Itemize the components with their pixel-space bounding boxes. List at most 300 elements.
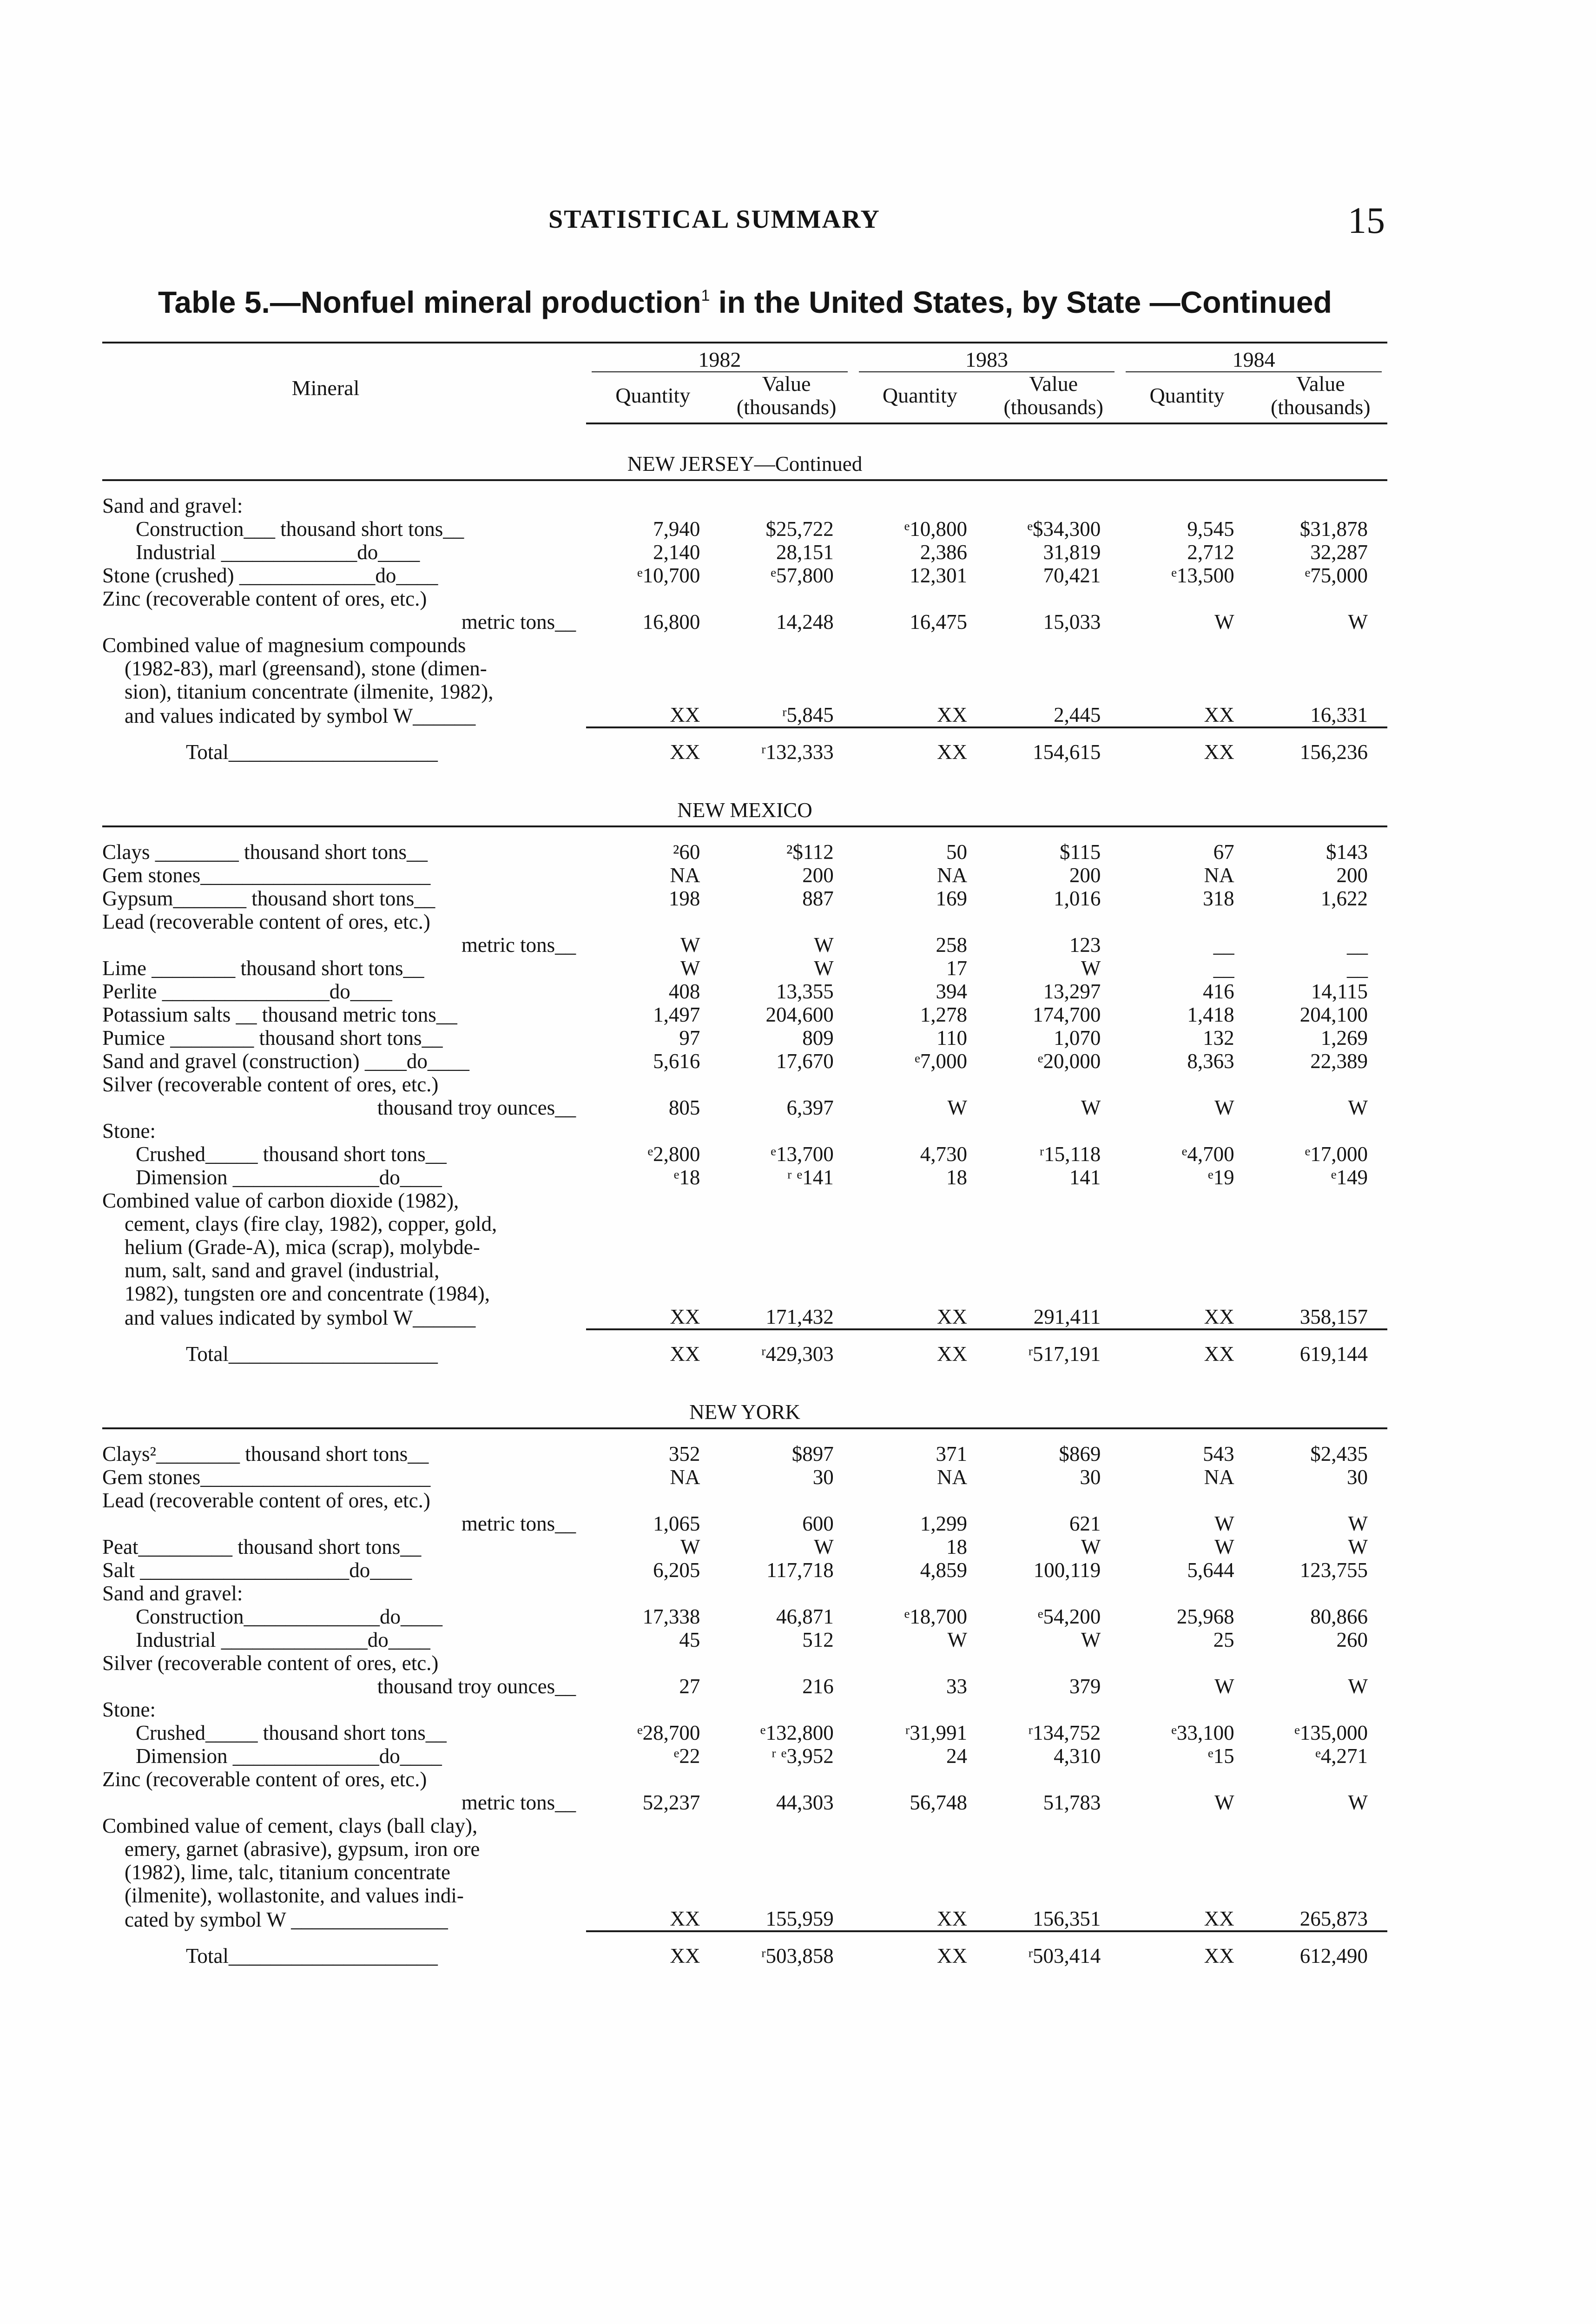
- total-quantity-cell: XX: [1204, 740, 1234, 764]
- quantity-cell: [586, 1235, 719, 1259]
- table-row: [102, 1189, 1387, 1212]
- quantity-cell: 50: [946, 840, 968, 864]
- value-cell: 600: [802, 1512, 834, 1535]
- quantity-cell: XX: [670, 703, 700, 726]
- quantity-cell: [1120, 657, 1253, 680]
- quantity-cell: [853, 1884, 987, 1907]
- table-row: [102, 517, 1387, 541]
- table-row: [102, 1907, 1387, 1931]
- quantity-cell: [1120, 680, 1253, 703]
- value-cell: [1254, 1814, 1387, 1837]
- value-cell: 14,248: [776, 610, 834, 634]
- quantity-cell: W: [680, 957, 700, 980]
- value-cell: __: [1347, 933, 1368, 957]
- value-cell: 512: [802, 1628, 834, 1651]
- quantity-cell: ᵉ10,700: [637, 564, 700, 587]
- state-heading: NEW MEXICO: [102, 773, 1387, 826]
- value-header: [1254, 372, 1387, 423]
- table-row: [102, 1744, 1387, 1768]
- value-cell: [987, 1651, 1120, 1675]
- quantity-cell: [853, 1282, 987, 1305]
- value-cell: ᵉ4,271: [1315, 1744, 1368, 1768]
- value-cell: [719, 494, 853, 517]
- quantity-cell: [853, 1651, 987, 1675]
- value-cell: 32,287: [1310, 541, 1368, 564]
- quantity-cell: 352: [668, 1442, 700, 1466]
- total-value-cell: 619,144: [1299, 1342, 1368, 1366]
- table-row: [102, 1605, 1387, 1628]
- value-cell: [1254, 1259, 1387, 1282]
- value-cell: 14,115: [1311, 980, 1368, 1003]
- value-cell: ᵉ20,000: [1038, 1050, 1101, 1073]
- quantity-cell: [586, 1489, 719, 1512]
- quantity-cell: [1120, 634, 1253, 657]
- quantity-cell: 805: [668, 1096, 700, 1119]
- value-cell: [719, 1212, 853, 1235]
- mineral-label: (ilmenite), wollastonite, and values indi-: [125, 1884, 464, 1907]
- quantity-cell: [1120, 1698, 1253, 1721]
- quantity-cell: [586, 1212, 719, 1235]
- quantity-cell: [853, 1768, 987, 1791]
- mineral-label: Dimension ______________do____: [136, 1744, 442, 1768]
- table-row: [102, 933, 1387, 957]
- quantity-cell: 67: [1213, 840, 1234, 864]
- quantity-cell: 52,237: [642, 1791, 700, 1814]
- value-cell: [1254, 1698, 1387, 1721]
- quantity-cell: NA: [670, 864, 700, 887]
- value-cell: [1254, 1489, 1387, 1512]
- value-cell: W: [1348, 1675, 1368, 1698]
- value-cell: [987, 1282, 1120, 1305]
- mineral-label: Peat_________ thousand short tons__: [102, 1535, 422, 1558]
- mineral-label: helium (Grade-A), mica (scrap), molybde-: [125, 1235, 480, 1259]
- quantity-cell: 97: [679, 1026, 700, 1050]
- value-label: Value: [762, 372, 811, 396]
- mineral-label: Combined value of magnesium compounds: [102, 634, 466, 657]
- value-cell: [987, 1814, 1120, 1837]
- quantity-cell: [1120, 910, 1253, 933]
- value-cell: ᵉ75,000: [1305, 564, 1368, 587]
- year-header-1984: [1120, 343, 1387, 372]
- quantity-cell: 18: [946, 1166, 968, 1189]
- value-cell: [987, 1235, 1120, 1259]
- total-quantity-cell: XX: [1204, 1944, 1234, 1967]
- value-cell: 171,432: [765, 1305, 834, 1328]
- value-cell: [1254, 634, 1387, 657]
- total-quantity-cell: XX: [937, 740, 968, 764]
- mineral-label: Pumice ________ thousand short tons__: [102, 1026, 443, 1050]
- year-label: 1984: [1126, 343, 1382, 372]
- value-cell: [1254, 1651, 1387, 1675]
- value-label: Value: [1296, 372, 1345, 396]
- value-cell: W: [1348, 610, 1368, 634]
- table-row: [102, 1166, 1387, 1189]
- value-cell: 13,297: [1043, 980, 1101, 1003]
- value-cell: [987, 1073, 1120, 1096]
- quantity-cell: 5,644: [1187, 1558, 1234, 1582]
- value-cell: [719, 1814, 853, 1837]
- quantity-cell: [586, 1259, 719, 1282]
- table-row: [102, 1721, 1387, 1744]
- table-row: [102, 1651, 1387, 1675]
- mineral-label: Lead (recoverable content of ores, etc.): [102, 1489, 430, 1512]
- quantity-cell: 6,205: [653, 1558, 700, 1582]
- quantity-cell: 132: [1203, 1026, 1234, 1050]
- value-cell: 46,871: [776, 1605, 834, 1628]
- table-row: [102, 1791, 1387, 1814]
- total-row: [102, 728, 1387, 773]
- value-cell: 1,622: [1320, 887, 1368, 910]
- total-value-cell: 156,236: [1299, 740, 1368, 764]
- quantity-cell: [1120, 1189, 1253, 1212]
- quantity-cell: [586, 634, 719, 657]
- value-cell: [719, 1837, 853, 1861]
- value-cell: 15,033: [1043, 610, 1101, 634]
- value-cell: ᵉ149: [1331, 1166, 1368, 1189]
- value-cell: 155,959: [765, 1907, 834, 1930]
- quantity-cell: W: [680, 1535, 700, 1558]
- value-cell: ᵉ$34,300: [1027, 517, 1101, 541]
- quantity-cell: W: [1214, 1096, 1234, 1119]
- mineral-label: Industrial ______________do____: [136, 1628, 430, 1651]
- quantity-cell: [586, 1884, 719, 1907]
- table-title-footnote: 1: [701, 287, 710, 304]
- state-heading: NEW YORK: [102, 1375, 1387, 1428]
- mineral-label: Lime ________ thousand short tons__: [102, 957, 424, 980]
- table-row: [102, 1096, 1387, 1119]
- value-cell: [1254, 1582, 1387, 1605]
- quantity-cell: 258: [936, 933, 968, 957]
- value-cell: ʳ5,845: [782, 703, 834, 726]
- value-cell: ᵉ57,800: [771, 564, 834, 587]
- quantity-cell: XX: [1204, 703, 1234, 726]
- quantity-cell: [586, 1582, 719, 1605]
- value-cell: 123,755: [1299, 1558, 1368, 1582]
- value-cell: 30: [1080, 1466, 1101, 1489]
- quantity-cell: [586, 1698, 719, 1721]
- table-body: [102, 423, 1387, 1977]
- quantity-cell: 169: [936, 887, 968, 910]
- total-label: Total____________________: [186, 1944, 438, 1967]
- mineral-label: Combined value of carbon dioxide (1982),: [102, 1189, 459, 1212]
- value-cell: 291,411: [1033, 1305, 1101, 1328]
- quantity-label: Quantity: [882, 383, 957, 407]
- table-row: [102, 1628, 1387, 1651]
- value-cell: [1254, 680, 1387, 703]
- total-label: Total____________________: [186, 1342, 438, 1366]
- value-cell: 22,389: [1310, 1050, 1368, 1073]
- value-cell: 123: [1069, 933, 1101, 957]
- quantity-cell: [853, 634, 987, 657]
- quantity-cell: [853, 1212, 987, 1235]
- quantity-cell: ᵉ2,800: [647, 1142, 700, 1166]
- quantity-cell: NA: [937, 1466, 968, 1489]
- quantity-cell: XX: [670, 1907, 700, 1930]
- value-cell: [719, 634, 853, 657]
- value-cell: [719, 1282, 853, 1305]
- quantity-cell: 17,338: [642, 1605, 700, 1628]
- value-cell: 200: [802, 864, 834, 887]
- mineral-label: Stone (crushed) _____________do____: [102, 564, 438, 587]
- quantity-cell: [586, 1282, 719, 1305]
- mineral-label: Silver (recoverable content of ores, etc.): [102, 1073, 439, 1096]
- value-cell: ʳ15,118: [1039, 1142, 1101, 1166]
- mineral-label: Industrial _____________do____: [136, 541, 420, 564]
- mineral-label: metric tons__: [461, 1512, 576, 1535]
- mineral-label: and values indicated by symbol W______: [125, 704, 476, 727]
- quantity-cell: 33: [946, 1675, 968, 1698]
- value-cell: 156,351: [1033, 1907, 1101, 1930]
- value-cell: $25,722: [765, 517, 834, 541]
- value-cell: 809: [802, 1026, 834, 1050]
- mineral-label: Crushed_____ thousand short tons__: [136, 1721, 447, 1744]
- value-cell: [1254, 1189, 1387, 1212]
- quantity-cell: [853, 1119, 987, 1142]
- quantity-cell: [1120, 1814, 1253, 1837]
- value-cell: [719, 1189, 853, 1212]
- mineral-label: emery, garnet (abrasive), gypsum, iron ore: [125, 1837, 480, 1861]
- mineral-label: metric tons__: [461, 1791, 576, 1814]
- mineral-label: Perlite ________________do____: [102, 980, 392, 1003]
- value-unit-label: (thousands): [736, 395, 837, 419]
- table-row: [102, 564, 1387, 587]
- mineral-label: cement, clays (fire clay, 1982), copper, gold,: [125, 1212, 497, 1235]
- value-cell: [987, 1768, 1120, 1791]
- table-row: [102, 1212, 1387, 1235]
- value-cell: 117,718: [766, 1558, 834, 1582]
- table-row: [102, 1558, 1387, 1582]
- quantity-cell: [1120, 1884, 1253, 1907]
- value-cell: ᵉ54,200: [1038, 1605, 1101, 1628]
- value-cell: [987, 1259, 1120, 1282]
- total-value-cell: ʳ503,858: [761, 1944, 834, 1967]
- mineral-label: Clays ________ thousand short tons__: [102, 840, 428, 864]
- quantity-cell: [853, 1189, 987, 1212]
- value-cell: [719, 1698, 853, 1721]
- value-cell: [719, 1073, 853, 1096]
- quantity-cell: [586, 1189, 719, 1212]
- value-cell: [987, 634, 1120, 657]
- year-header-1983: [853, 343, 1121, 372]
- total-value-cell: 612,490: [1299, 1944, 1368, 1967]
- table-row: [102, 864, 1387, 887]
- table-title-text: Table 5.—Nonfuel mineral production: [158, 285, 701, 319]
- value-cell: [719, 680, 853, 703]
- quantity-cell: [1120, 1768, 1253, 1791]
- value-cell: 4,310: [1054, 1744, 1101, 1768]
- quantity-cell: [1120, 1582, 1253, 1605]
- total-quantity-cell: XX: [937, 1342, 968, 1366]
- quantity-cell: 1,278: [920, 1003, 968, 1026]
- quantity-cell: ᵉ33,100: [1171, 1721, 1234, 1744]
- quantity-cell: 25: [1213, 1628, 1234, 1651]
- quantity-cell: 408: [668, 980, 700, 1003]
- year-label: 1983: [859, 343, 1115, 372]
- quantity-cell: [1120, 1073, 1253, 1096]
- table-row: [102, 703, 1387, 727]
- table-title-suffix: in the United States, by State —Continued: [710, 285, 1332, 319]
- value-cell: [719, 1259, 853, 1282]
- value-label: Value: [1029, 372, 1078, 396]
- value-cell: W: [1081, 1535, 1101, 1558]
- value-cell: [1254, 1235, 1387, 1259]
- quantity-cell: W: [1214, 610, 1234, 634]
- value-cell: 100,119: [1033, 1558, 1101, 1582]
- quantity-cell: NA: [1204, 864, 1234, 887]
- quantity-cell: 1,065: [653, 1512, 700, 1535]
- mineral-label: Stone:: [102, 1119, 156, 1142]
- running-title: STATISTICAL SUMMARY: [548, 205, 880, 234]
- value-cell: [987, 1212, 1120, 1235]
- quantity-cell: 9,545: [1187, 517, 1234, 541]
- value-cell: 621: [1069, 1512, 1101, 1535]
- table-row: [102, 1305, 1387, 1329]
- value-cell: 887: [802, 887, 834, 910]
- value-cell: W: [1348, 1791, 1368, 1814]
- value-cell: [1254, 587, 1387, 610]
- value-cell: [987, 680, 1120, 703]
- quantity-cell: ᵉ10,800: [904, 517, 968, 541]
- quantity-cell: [586, 1073, 719, 1096]
- table-row: [102, 1282, 1387, 1305]
- quantity-cell: XX: [937, 703, 968, 726]
- mineral-label: thousand troy ounces__: [377, 1675, 576, 1698]
- value-cell: 1,016: [1054, 887, 1101, 910]
- mineral-label: Sand and gravel (construction) ____do____: [102, 1050, 469, 1073]
- value-cell: [987, 1861, 1120, 1884]
- quantity-cell: 394: [936, 980, 968, 1003]
- quantity-cell: [1120, 1651, 1253, 1675]
- quantity-cell: [586, 1861, 719, 1884]
- mineral-label: Gem stones______________________: [102, 1466, 431, 1489]
- value-cell: [719, 1768, 853, 1791]
- value-cell: ᵉ135,000: [1294, 1721, 1368, 1744]
- value-cell: 44,303: [776, 1791, 834, 1814]
- quantity-cell: 2,712: [1187, 541, 1234, 564]
- quantity-cell: 1,497: [653, 1003, 700, 1026]
- mineral-label: Salt ____________________do____: [102, 1558, 412, 1582]
- quantity-header: [853, 372, 987, 423]
- value-cell: [1254, 1282, 1387, 1305]
- value-cell: ᵉ17,000: [1305, 1142, 1368, 1166]
- quantity-cell: W: [1214, 1512, 1234, 1535]
- quantity-cell: NA: [670, 1466, 700, 1489]
- value-cell: [987, 587, 1120, 610]
- table-row: [102, 1050, 1387, 1073]
- quantity-cell: 8,363: [1187, 1050, 1234, 1073]
- mineral-label: metric tons__: [461, 933, 576, 957]
- value-cell: W: [1081, 1628, 1101, 1651]
- quantity-cell: 4,730: [920, 1142, 968, 1166]
- quantity-cell: [853, 1837, 987, 1861]
- table-header: [102, 343, 1387, 423]
- value-cell: 13,355: [776, 980, 834, 1003]
- quantity-cell: ᵉ19: [1208, 1166, 1234, 1189]
- value-cell: ʳ ᵉ141: [787, 1166, 834, 1189]
- quantity-cell: [1120, 1489, 1253, 1512]
- value-cell: [1254, 657, 1387, 680]
- table-row: [102, 1003, 1387, 1026]
- value-cell: [987, 910, 1120, 933]
- value-cell: 200: [1336, 864, 1368, 887]
- quantity-cell: XX: [937, 1305, 968, 1328]
- stub-header-label: Mineral: [291, 376, 360, 400]
- mineral-label: thousand troy ounces__: [377, 1096, 576, 1119]
- mineral-label: (1982-83), marl (greensand), stone (dimen-: [125, 657, 487, 680]
- total-label: Total____________________: [186, 740, 438, 764]
- mineral-label: Zinc (recoverable content of ores, etc.): [102, 1768, 427, 1791]
- quantity-cell: [853, 1489, 987, 1512]
- quantity-cell: [586, 657, 719, 680]
- quantity-cell: [853, 494, 987, 517]
- quantity-cell: [853, 680, 987, 703]
- value-cell: 216: [802, 1675, 834, 1698]
- quantity-cell: 1,299: [920, 1512, 968, 1535]
- value-cell: $869: [1059, 1442, 1101, 1466]
- page-number: 15: [1348, 200, 1385, 241]
- value-cell: [987, 1489, 1120, 1512]
- quantity-cell: XX: [937, 1907, 968, 1930]
- value-cell: __: [1347, 957, 1368, 980]
- stub-header: [102, 343, 586, 423]
- value-cell: 16,331: [1310, 703, 1368, 726]
- value-cell: 31,819: [1043, 541, 1101, 564]
- quantity-label: Quantity: [1149, 383, 1225, 407]
- value-cell: 2,445: [1054, 703, 1101, 726]
- quantity-label: Quantity: [615, 383, 691, 407]
- table-row: [102, 1235, 1387, 1259]
- value-cell: [987, 1189, 1120, 1212]
- total-quantity-cell: XX: [670, 1342, 700, 1366]
- state-heading: NEW JERSEY—Continued: [102, 423, 1387, 480]
- table-row: [102, 1073, 1387, 1096]
- table-row: [102, 680, 1387, 703]
- mineral-label: Gypsum_______ thousand short tons__: [102, 887, 435, 910]
- value-cell: [987, 494, 1120, 517]
- value-cell: W: [1348, 1535, 1368, 1558]
- table-row: [102, 1884, 1387, 1907]
- production-table: [102, 342, 1387, 1977]
- quantity-cell: XX: [670, 1305, 700, 1328]
- value-cell: [987, 1119, 1120, 1142]
- value-cell: [1254, 1768, 1387, 1791]
- table-row: [102, 634, 1387, 657]
- quantity-cell: [853, 1814, 987, 1837]
- value-cell: 28,151: [776, 541, 834, 564]
- value-cell: [1254, 494, 1387, 517]
- quantity-cell: 25,968: [1176, 1605, 1234, 1628]
- table-row: [102, 1026, 1387, 1050]
- value-cell: 1,269: [1320, 1026, 1368, 1050]
- quantity-cell: [586, 1651, 719, 1675]
- year-header-1982: [586, 343, 853, 372]
- mineral-label: Clays²________ thousand short tons__: [102, 1442, 429, 1466]
- value-cell: ʳ ᵉ3,952: [771, 1744, 834, 1768]
- table-row: [102, 1119, 1387, 1142]
- mineral-label: Stone:: [102, 1698, 156, 1721]
- quantity-cell: 17: [946, 957, 968, 980]
- quantity-cell: 416: [1203, 980, 1234, 1003]
- value-cell: 204,600: [765, 1003, 834, 1026]
- total-row: [102, 1932, 1387, 1977]
- quantity-header: [586, 372, 719, 423]
- value-cell: [719, 1651, 853, 1675]
- table-row: [102, 980, 1387, 1003]
- table-row: [102, 1512, 1387, 1535]
- table-row: [102, 1675, 1387, 1698]
- value-cell: ᵉ132,800: [760, 1721, 834, 1744]
- total-value-cell: ʳ132,333: [761, 740, 834, 764]
